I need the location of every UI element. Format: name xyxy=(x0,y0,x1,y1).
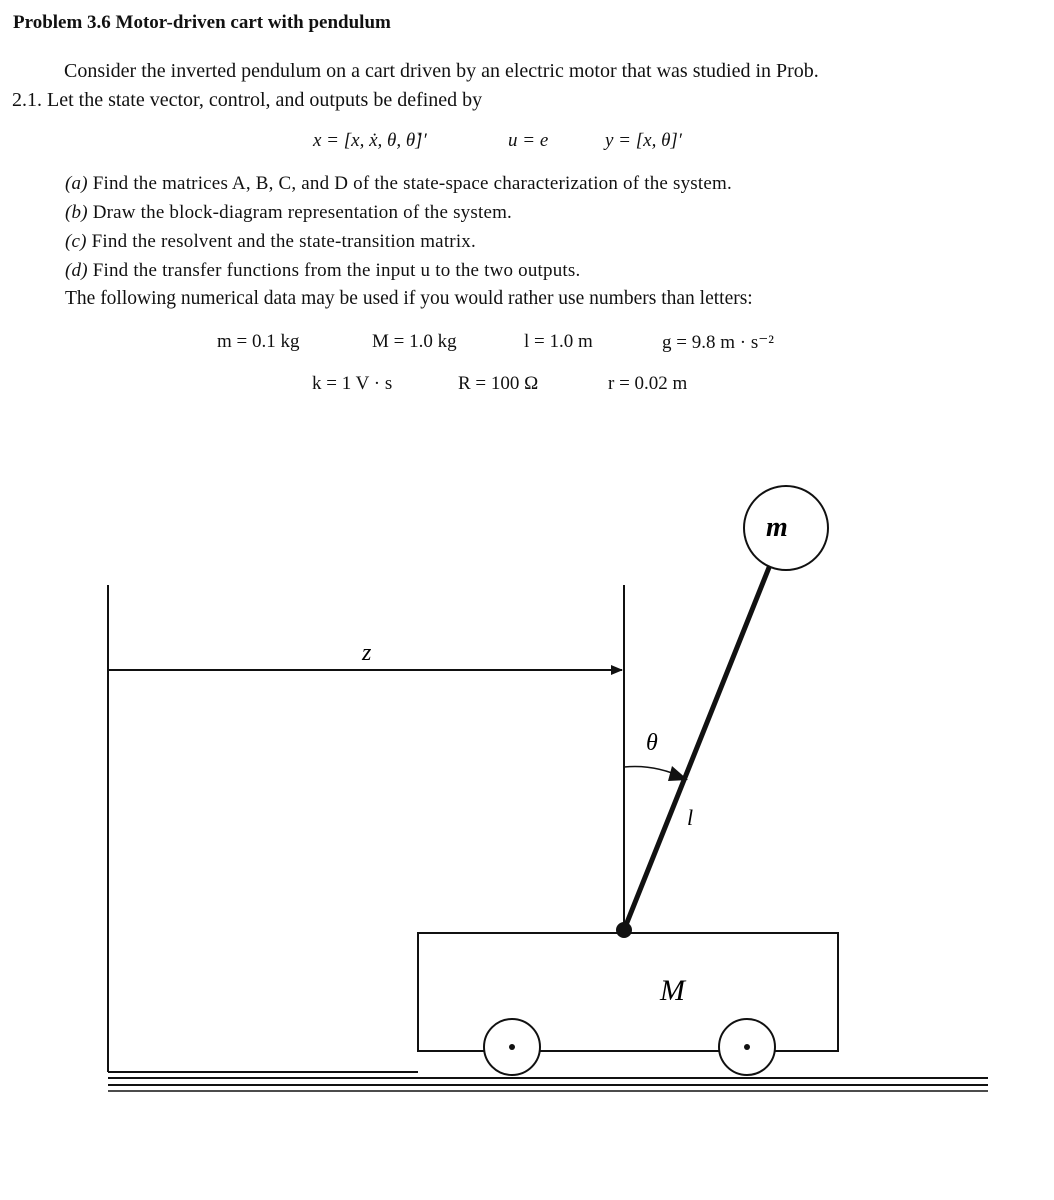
data-g: g = 9.8 m · s⁻² xyxy=(662,332,774,353)
control-eq: u = e xyxy=(508,130,549,151)
data-R: R = 100 Ω xyxy=(458,373,539,394)
data-r: r = 0.02 m xyxy=(608,373,688,394)
part-d-text: Find the transfer functions from the input u to the two outputs. xyxy=(92,260,581,281)
rod-length-label: l xyxy=(687,805,694,830)
mass-m-label: m xyxy=(766,512,788,543)
state-vector-eq: x = [x, ẋ, θ, θ̇]′ xyxy=(313,130,427,151)
z-label: z xyxy=(362,640,372,666)
left-wheel-axle xyxy=(509,1044,515,1050)
part-c-tag: (c) xyxy=(65,231,87,252)
data-k: k = 1 V · s xyxy=(312,373,393,394)
part-c-text: Find the resolvent and the state-transition matrix. xyxy=(91,231,476,252)
cart-M-label: M xyxy=(660,974,685,1007)
right-wheel-axle xyxy=(744,1044,750,1050)
intro-line-2: 2.1. Let the state vector, control, and outputs be defined by xyxy=(12,89,483,111)
part-b-text: Draw the block-diagram representation of the system. xyxy=(92,202,513,223)
data-intro: The following numerical data may be used if you would rather use numbers than letters: xyxy=(65,288,753,309)
data-M: M = 1.0 kg xyxy=(372,331,457,352)
part-a-text: Find the matrices A, B, C, and D of the state-space characterization of the system. xyxy=(92,173,732,194)
data-m: m = 0.1 kg xyxy=(217,331,300,352)
pivot-joint xyxy=(616,922,632,938)
part-b-tag: (b) xyxy=(65,202,88,223)
part-d-tag: (d) xyxy=(65,260,88,281)
problem-title: Problem 3.6 Motor-driven cart with pendulum xyxy=(13,12,391,33)
data-l: l = 1.0 m xyxy=(524,331,593,352)
part-a-tag: (a) xyxy=(65,173,88,194)
output-eq: y = [x, θ]′ xyxy=(605,130,682,151)
cart-body xyxy=(418,933,838,1051)
theta-label: θ xyxy=(646,730,658,756)
intro-line-1: Consider the inverted pendulum on a cart driven by an electric motor that was studied in Prob. xyxy=(64,60,819,82)
